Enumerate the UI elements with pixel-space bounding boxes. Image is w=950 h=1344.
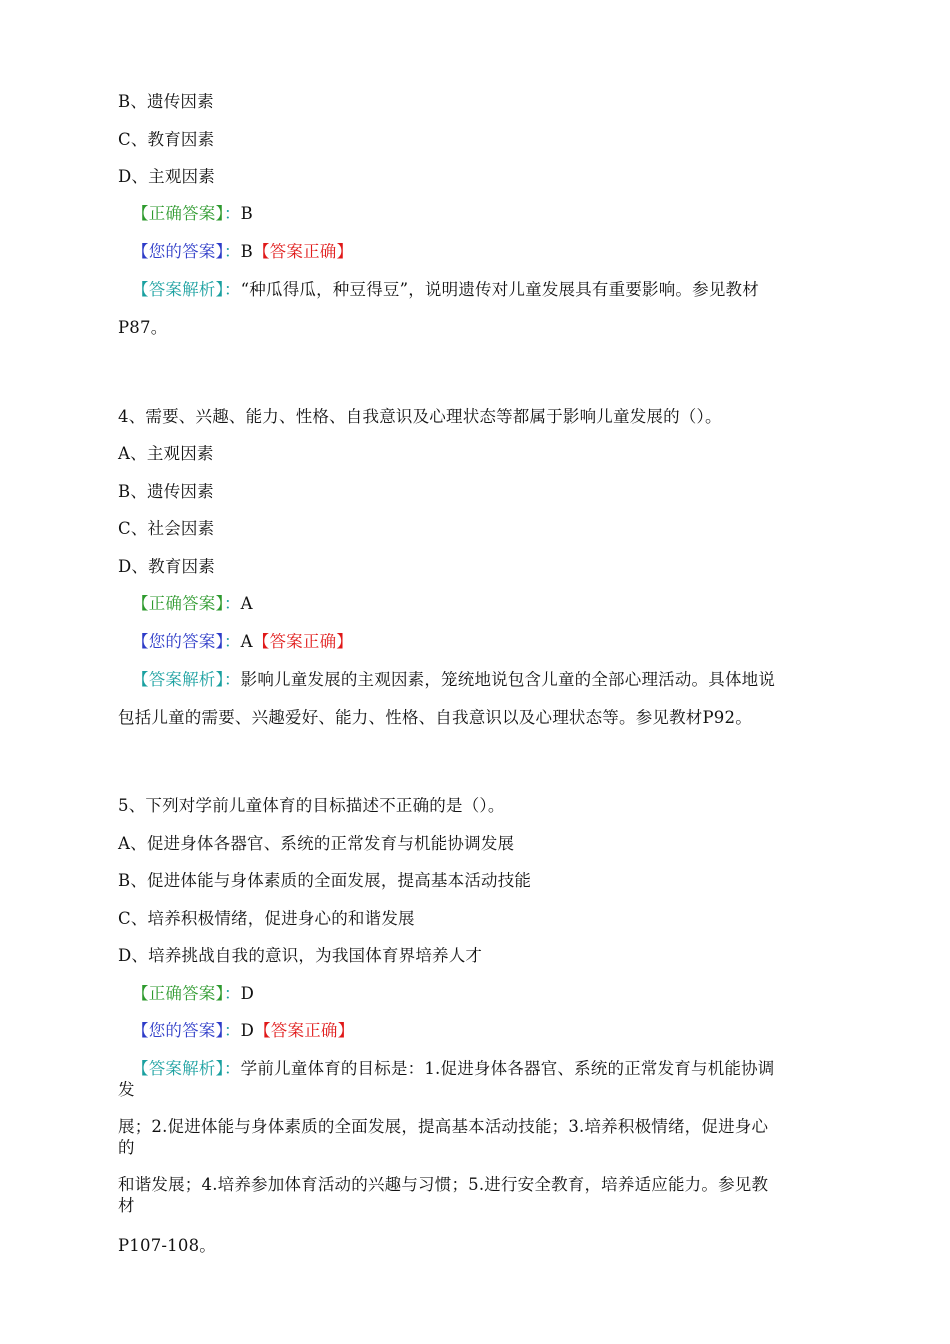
your-answer-value: D xyxy=(240,1021,255,1040)
q4-option-a: A、主观因素 xyxy=(118,444,214,463)
colon: ： xyxy=(223,280,241,299)
q4-correct-answer xyxy=(132,593,253,615)
your-answer-label: 【您的答案】 xyxy=(132,1021,224,1040)
q3-your-answer xyxy=(132,241,353,263)
analysis-label: 【答案解析】 xyxy=(132,280,224,299)
analysis-label: 【答案解析】 xyxy=(132,1059,224,1078)
q5-analysis-wrap-2: 的 xyxy=(118,1138,135,1157)
q5-option-b: B、促进体能与身体素质的全面发展，提高基本活动技能 xyxy=(118,871,532,890)
correct-answer-value: A xyxy=(240,594,253,613)
analysis-text: “种瓜得瓜，种豆得豆”，说明遗传对儿童发展具有重要影响。参见教材 xyxy=(240,280,759,299)
colon: ： xyxy=(223,594,241,613)
colon: ： xyxy=(223,670,241,689)
q5-analysis-wrap-3: 材 xyxy=(118,1196,135,1215)
correct-answer-label: 【正确答案】 xyxy=(132,204,224,223)
q5-analysis-line-3: 和谐发展；4.培养参加体育活动的兴趣与习惯；5.进行安全教育，培养适应能力。参见教 xyxy=(118,1175,769,1194)
q4-option-b: B、遗传因素 xyxy=(118,482,214,501)
q5-analysis-line-4: P107-108。 xyxy=(118,1236,216,1255)
colon: ： xyxy=(223,632,241,651)
q3-option-d: D、主观因素 xyxy=(118,167,215,186)
your-answer-label: 【您的答案】 xyxy=(132,632,224,651)
your-answer-label: 【您的答案】 xyxy=(132,242,224,261)
analysis-text: 学前儿童体育的目标是：1.促进身体各器官、系统的正常发育与机能协调 xyxy=(240,1059,775,1078)
q4-your-answer xyxy=(132,631,353,653)
analysis-text: 影响儿童发展的主观因素，笼统地说包含儿童的全部心理活动。具体地说 xyxy=(240,670,776,689)
q5-correct-answer xyxy=(132,983,254,1005)
q5-your-answer xyxy=(132,1020,354,1042)
colon: ： xyxy=(223,204,241,223)
q5-analysis xyxy=(132,1058,775,1080)
q5-analysis-wrap-1: 发 xyxy=(118,1080,135,1099)
your-answer-value: B xyxy=(240,242,253,261)
colon: ： xyxy=(223,984,241,1003)
analysis-label: 【答案解析】 xyxy=(132,670,224,689)
q4-question: 4、需要、兴趣、能力、性格、自我意识及心理状态等都属于影响儿童发展的（）。 xyxy=(118,407,722,426)
q3-analysis-continued: P87。 xyxy=(118,318,168,337)
correct-answer-value: B xyxy=(240,204,253,223)
q3-correct-answer xyxy=(132,203,253,225)
colon: ： xyxy=(223,242,241,261)
q5-question: 5、下列对学前儿童体育的目标描述不正确的是（）。 xyxy=(118,796,505,815)
q4-option-d: D、教育因素 xyxy=(118,557,215,576)
correct-answer-label: 【正确答案】 xyxy=(132,594,224,613)
colon: ： xyxy=(223,1021,241,1040)
q5-option-a: A、促进身体各器官、系统的正常发育与机能协调发展 xyxy=(118,834,515,853)
q3-analysis xyxy=(132,279,759,301)
answer-result: 【答案正确】 xyxy=(252,242,354,261)
q5-option-d: D、培养挑战自我的意识，为我国体育界培养人才 xyxy=(118,946,483,965)
colon: ： xyxy=(223,1059,241,1078)
correct-answer-label: 【正确答案】 xyxy=(132,984,224,1003)
answer-result: 【答案正确】 xyxy=(254,1021,355,1040)
q4-analysis-continued: 包括儿童的需要、兴趣爱好、能力、性格、自我意识以及心理状态等。参见教材P92。 xyxy=(118,708,752,727)
answer-result: 【答案正确】 xyxy=(252,632,353,651)
correct-answer-value: D xyxy=(240,984,255,1003)
q4-analysis xyxy=(132,669,775,691)
your-answer-value: A xyxy=(240,632,253,651)
q3-option-c: C、教育因素 xyxy=(118,130,215,149)
q5-option-c: C、培养积极情绪，促进身心的和谐发展 xyxy=(118,909,415,928)
q3-option-b: B、遗传因素 xyxy=(118,92,214,111)
q5-analysis-line-2: 展；2.促进体能与身体素质的全面发展，提高基本活动技能；3.培养积极情绪，促进身心 xyxy=(118,1117,769,1136)
q4-option-c: C、社会因素 xyxy=(118,519,215,538)
